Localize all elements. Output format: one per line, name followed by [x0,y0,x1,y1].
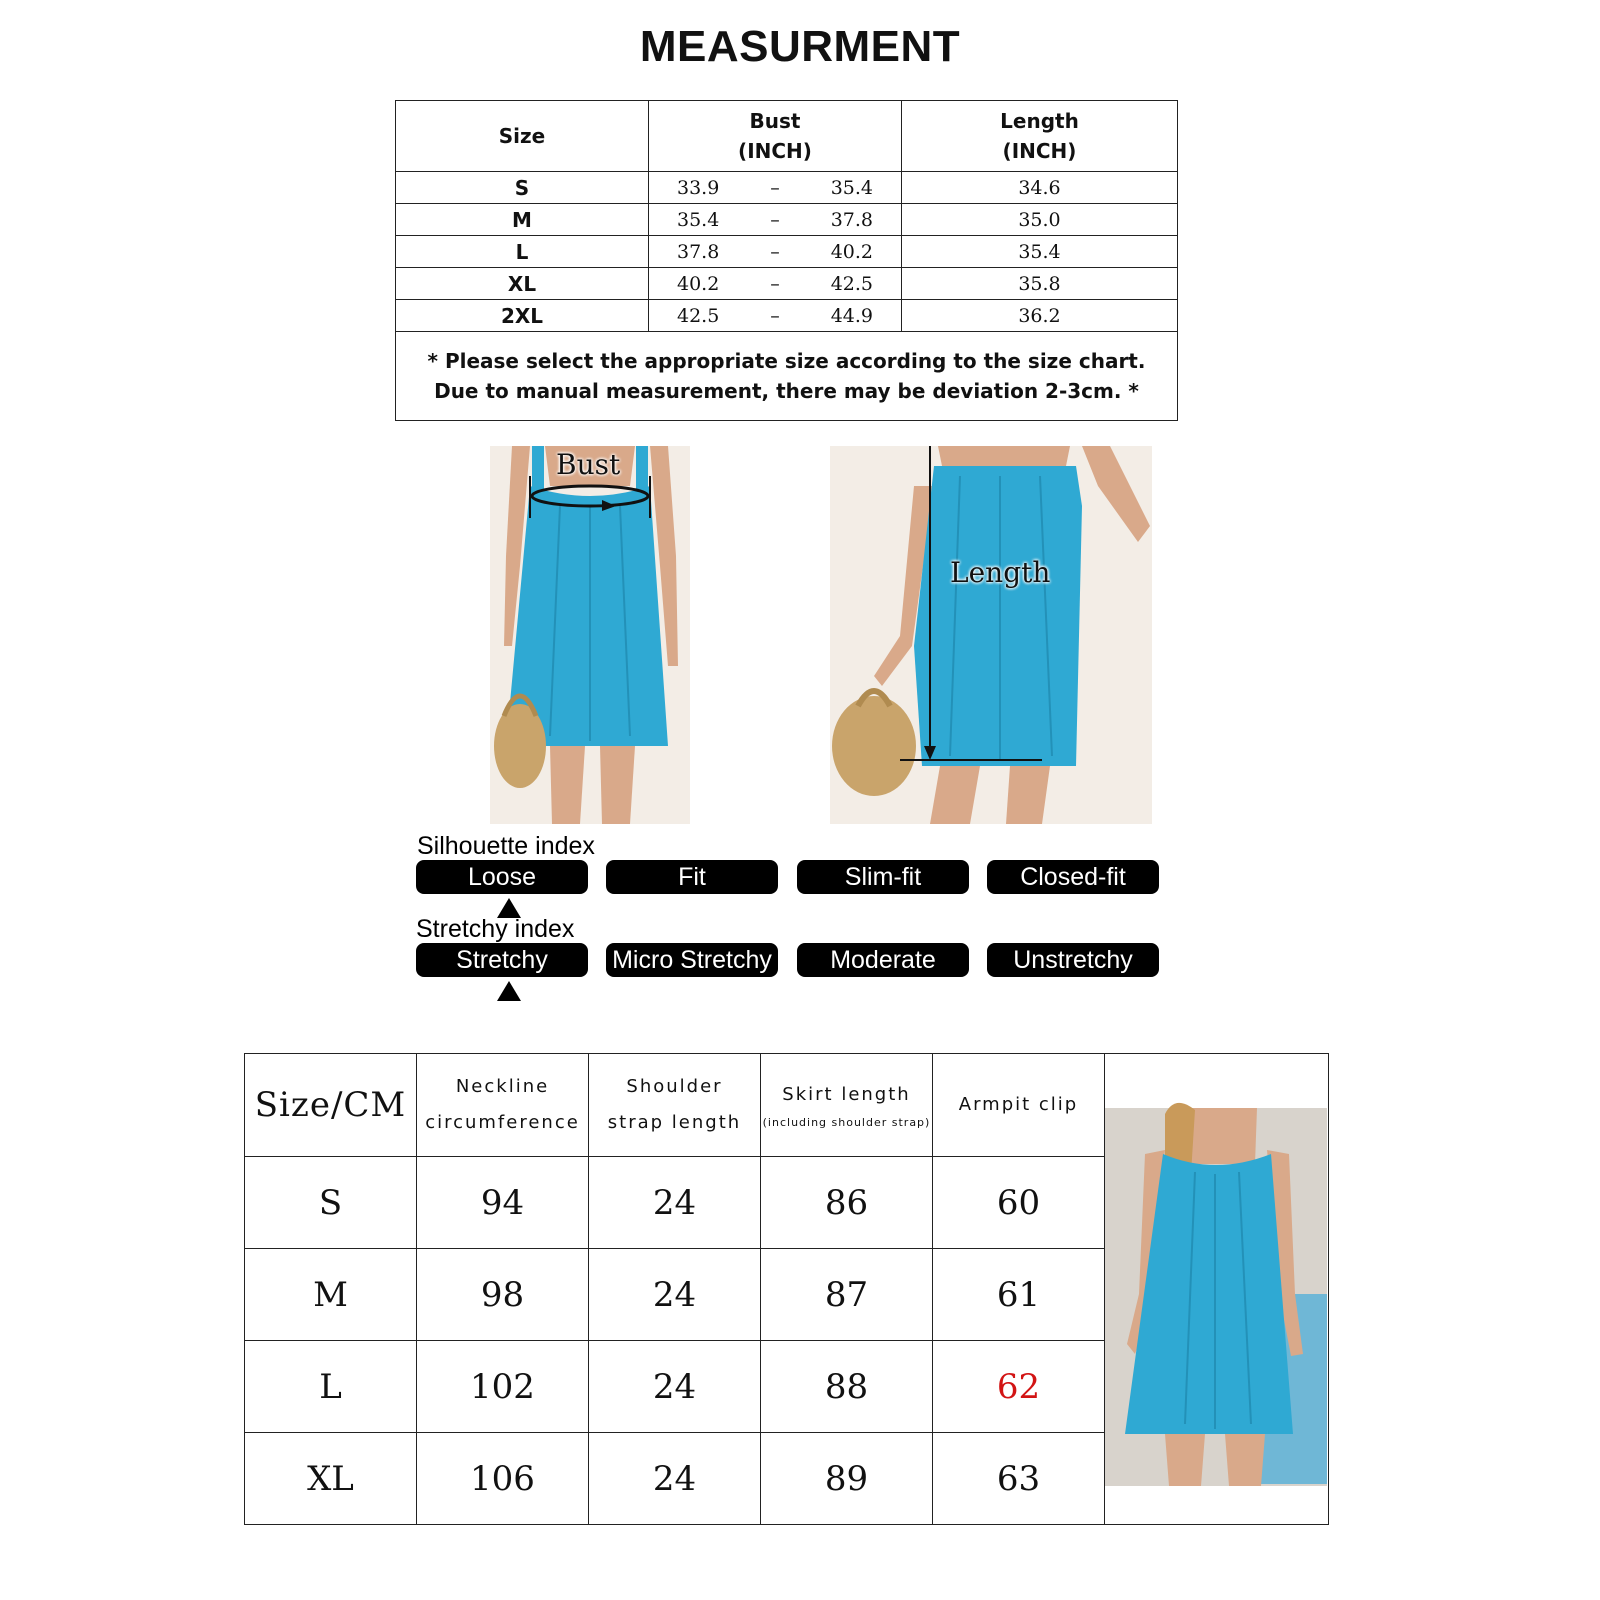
skirt-header-line1: Skirt length [782,1084,911,1105]
bust-dash: – [770,176,780,199]
product-photo-cell [1105,1054,1329,1525]
size-cell: L [245,1341,417,1433]
stretchy-option-micro-stretchy: Micro Stretchy [606,943,778,977]
skirt-cell: 88 [761,1341,933,1433]
table-row [396,300,1178,332]
strap-cell: 24 [589,1341,761,1433]
length-cell: 35.0 [902,204,1178,236]
size-cell: M [245,1249,417,1341]
table-row [396,204,1178,236]
bust-min: 35.4 [677,208,720,231]
bust-header [649,101,902,172]
bust-max: 40.2 [830,240,873,263]
silhouette-option-fit: Fit [606,860,778,894]
stretchy-option-moderate: Moderate [797,943,969,977]
strap-cell: 24 [589,1157,761,1249]
armpit-cell: 60 [933,1157,1105,1249]
silhouette-option-closed-fit: Closed-fit [987,860,1159,894]
bust-min: 33.9 [677,176,720,199]
armpit-header: Armpit clip [933,1054,1105,1157]
cm-table-header-row [245,1054,1329,1157]
skirt-cell: 87 [761,1249,933,1341]
front-model-image [490,446,690,824]
neckline-cell: 106 [417,1433,589,1525]
silhouette-index-title: Silhouette index [417,832,595,860]
armpit-cell-highlighted: 62 [933,1341,1105,1433]
page-title: MEASURMENT [639,22,961,71]
bust-dash: – [770,272,780,295]
neckline-cell: 98 [417,1249,589,1341]
bust-min: 40.2 [677,272,720,295]
size-header: Size [396,101,649,172]
length-header [902,101,1178,172]
front-dress-illustration [490,446,690,824]
bust-dash: – [770,208,780,231]
inch-size-table [395,100,1178,421]
bust-label: Bust [556,448,621,481]
neckline-cell: 94 [417,1157,589,1249]
strap-cell: 24 [589,1433,761,1525]
back-dress-illustration [830,446,1152,824]
bust-min: 42.5 [677,304,720,327]
length-label: Length [950,556,1051,589]
table-row [396,172,1178,204]
bust-dash: – [770,304,780,327]
bust-max: 44.9 [830,304,873,327]
inch-table-header-row [396,101,1178,172]
armpit-cell: 61 [933,1249,1105,1341]
bust-max: 42.5 [830,272,873,295]
bust-cell [649,204,902,236]
strap-header [589,1054,761,1157]
strap-cell: 24 [589,1249,761,1341]
length-cell: 35.4 [902,236,1178,268]
stretchy-selected-marker-icon [497,981,521,1001]
cm-size-table [244,1053,1329,1525]
silhouette-option-loose: Loose [416,860,588,894]
bust-max: 35.4 [830,176,873,199]
silhouette-option-slim-fit: Slim-fit [797,860,969,894]
product-photo [1105,1054,1327,1524]
neckline-cell: 102 [417,1341,589,1433]
bust-cell [649,172,902,204]
size-note-line2: Due to manual measurement, there may be deviation 2-3cm. * [434,379,1139,403]
strap-header-line2: strap length [607,1112,742,1133]
size-cell: S [245,1157,417,1249]
size-cell: M [396,204,649,236]
skirt-header [761,1054,933,1157]
length-header-line2: (INCH) [1002,139,1077,163]
length-cell: 35.8 [902,268,1178,300]
skirt-header-line2: (including shoulder strap) [762,1116,931,1129]
size-cell: 2XL [396,300,649,332]
size-cell: L [396,236,649,268]
skirt-cell: 86 [761,1157,933,1249]
size-note-line1: * Please select the appropriate size according to the size chart. [427,349,1146,373]
bust-cell [649,236,902,268]
strap-header-line1: Shoulder [626,1076,723,1097]
table-row [396,236,1178,268]
neckline-header [417,1054,589,1157]
bust-cell [649,268,902,300]
bust-cell [649,300,902,332]
armpit-cell: 63 [933,1433,1105,1525]
bust-header-line2: (INCH) [738,139,812,163]
note-row [396,332,1178,421]
bust-header-line1: Bust [749,109,801,133]
stretchy-option-unstretchy: Unstretchy [987,943,1159,977]
size-cell: XL [245,1433,417,1525]
length-cell: 34.6 [902,172,1178,204]
skirt-cell: 89 [761,1433,933,1525]
bust-max: 37.8 [830,208,873,231]
stretchy-index-title: Stretchy index [416,915,575,943]
bust-min: 37.8 [677,240,720,263]
length-cell: 36.2 [902,300,1178,332]
size-cm-header: Size/CM [245,1054,417,1157]
table-row [396,268,1178,300]
neckline-header-line1: Neckline [455,1076,550,1097]
size-cell: S [396,172,649,204]
size-note [396,332,1178,421]
size-cell: XL [396,268,649,300]
stretchy-option-stretchy: Stretchy [416,943,588,977]
length-header-line1: Length [1000,109,1079,133]
neckline-header-line2: circumference [425,1112,580,1133]
back-model-image [830,446,1152,824]
bust-dash: – [770,240,780,263]
